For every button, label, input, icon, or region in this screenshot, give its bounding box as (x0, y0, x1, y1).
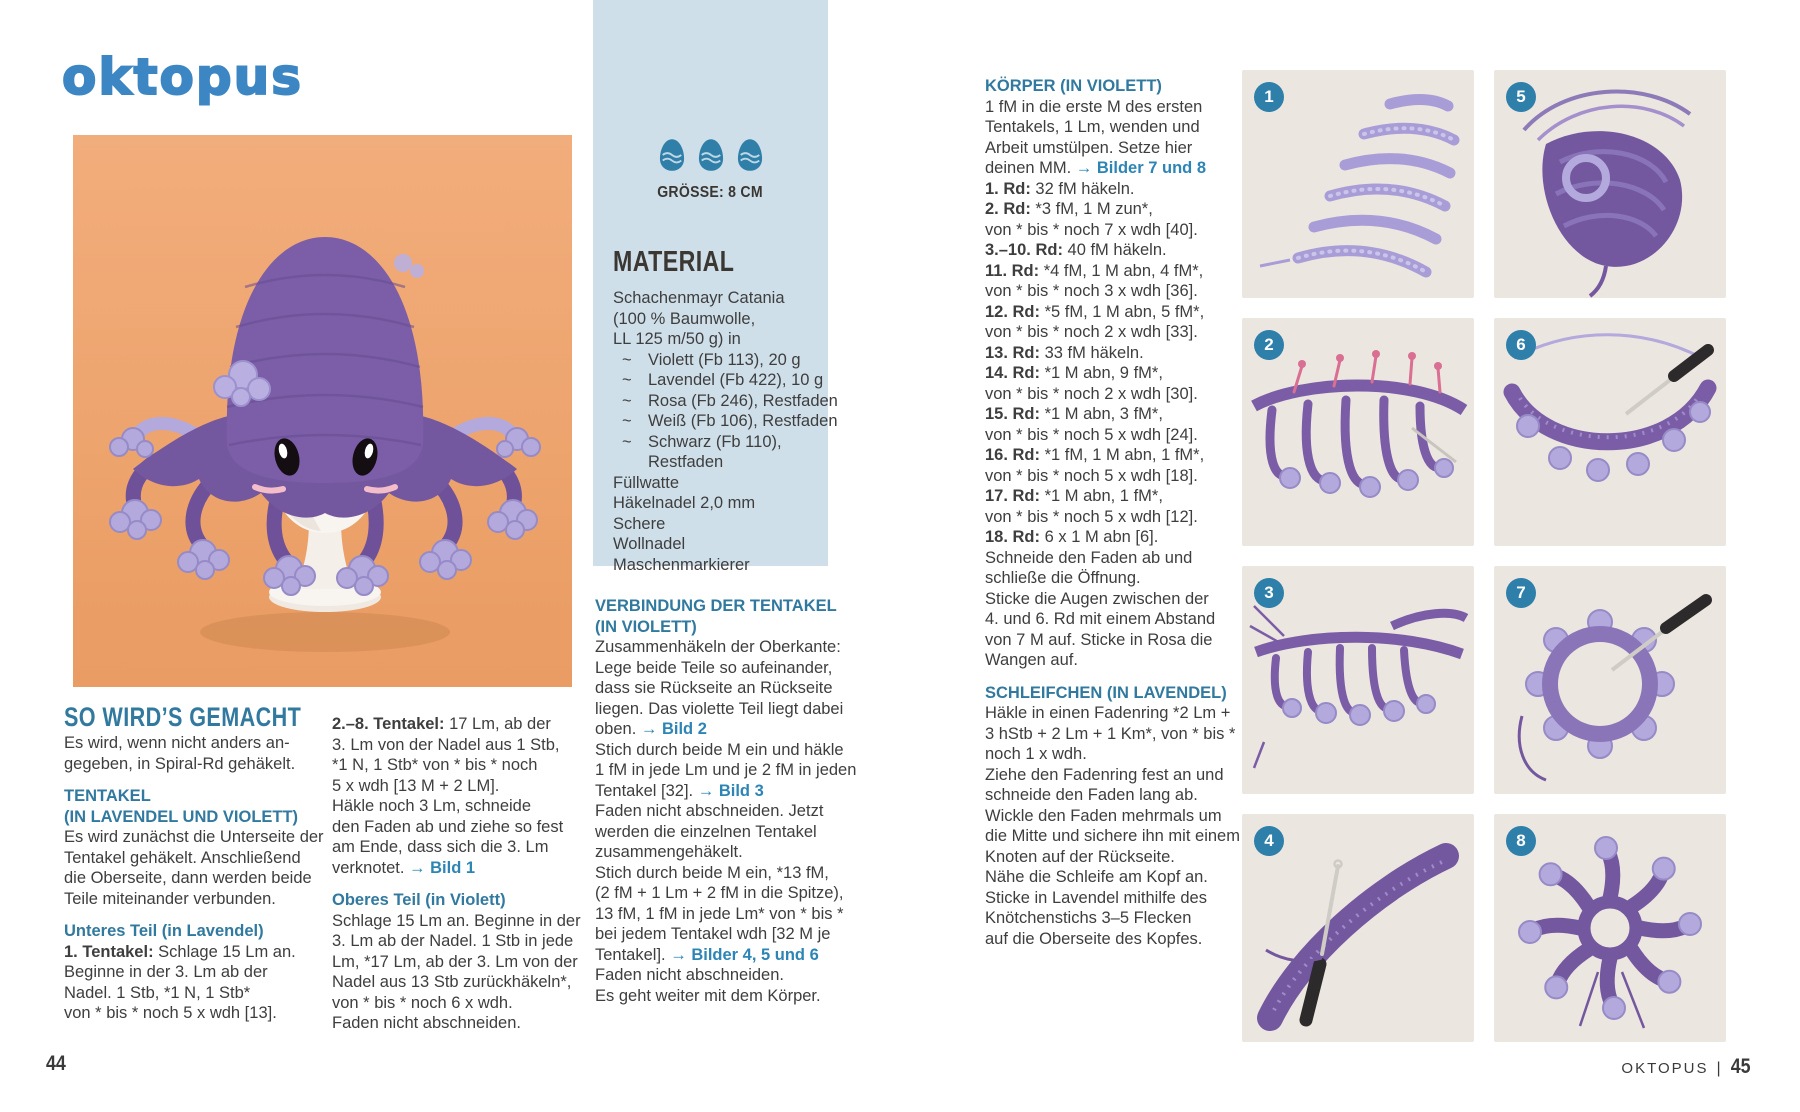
text-line (613, 432, 823, 453)
text-line (595, 883, 851, 904)
text-segment: 2. Rd: (985, 200, 1031, 218)
text-segment: 3. Lm von der Nadel aus 1 Stb, (332, 735, 560, 754)
text-segment: die Mitte und sichere ihn mit einem (985, 827, 1240, 845)
text-segment: 3 hStb + 2 Lm + 1 Km*, von * bis * (985, 724, 1236, 743)
text-line (985, 609, 1245, 630)
text-segment: dass sie Rückseite an Rückseite (595, 679, 833, 697)
text-segment: Ziehe den Fadenring fest an und (985, 765, 1224, 784)
section-subheading: TENTAKEL (64, 787, 151, 805)
text-segment: Schere (613, 514, 666, 533)
paragraph-gap (332, 878, 594, 890)
text-line (985, 343, 1245, 364)
step-photo-7 (1494, 566, 1726, 794)
page-number-left: 44 (46, 1052, 66, 1075)
text-line (332, 972, 594, 993)
text-segment: ~ (622, 412, 632, 430)
text-line (595, 637, 851, 658)
step-badge-8: 8 (1506, 826, 1536, 856)
text-segment: 11. Rd: (985, 261, 1040, 280)
hero-photo (73, 135, 572, 687)
text-segment: *1 N, 1 Stb* von * bis * noch (332, 756, 538, 774)
arrow-glyph: → (670, 945, 692, 964)
text-line (332, 890, 594, 911)
text-segment: 1 fM in jede Lm und je 2 fM in jeden (595, 761, 857, 779)
text-line (985, 179, 1245, 200)
text-line (64, 868, 326, 889)
text-line (64, 701, 326, 733)
text-segment: Schneide den Faden ab und (985, 548, 1193, 567)
text-line (332, 1013, 594, 1034)
text-segment: 1 fM in die erste M des ersten (985, 97, 1203, 116)
text-line (332, 858, 594, 879)
text-line (64, 942, 326, 963)
text-segment: am Ende, dass sich die 3. Lm (332, 838, 549, 856)
section-koerper-schleifchen (985, 76, 1245, 949)
page-footer-right (1621, 1055, 1752, 1079)
text-line (985, 683, 1245, 704)
text-line (332, 837, 594, 858)
text-line (985, 744, 1245, 765)
arrow-glyph: → (697, 781, 719, 800)
text-line (332, 796, 594, 817)
text-line (595, 863, 851, 884)
text-segment: von * bis * noch 3 x wdh [36]. (985, 282, 1198, 300)
text-segment: 3. Lm ab der Nadel. 1 Stb in jede (332, 932, 574, 950)
text-segment: Stich durch beide M ein und häkle (595, 740, 844, 759)
text-line (985, 363, 1245, 384)
step-photo-3 (1242, 566, 1474, 794)
text-segment: bei jedem Tentakel wdh [32 M je (595, 925, 831, 943)
step-badge-6: 6 (1506, 330, 1536, 360)
text-segment: Maschenmarkierer (613, 555, 750, 574)
text-line (332, 931, 594, 952)
text-segment: *3 fM, 1 M zun*, (1030, 200, 1153, 218)
text-segment: Füllwatte (613, 473, 680, 492)
text-line (613, 473, 823, 494)
text-line (595, 740, 851, 761)
text-segment: LL 125 m/50 g) in (613, 330, 741, 348)
text-segment: *1 M abn, 9 fM*, (1040, 364, 1163, 382)
octopus-photo-illustration (73, 135, 572, 687)
text-line (64, 754, 326, 775)
text-line (613, 411, 838, 432)
text-line (985, 888, 1245, 909)
text-line (332, 993, 594, 1014)
text-segment: Weiß (Fb 106), Restfaden (648, 412, 838, 430)
image-reference-link: Bild 2 (661, 720, 707, 738)
column-instructions-2 (332, 714, 594, 1034)
section-subheading: VERBINDUNG DER TENTAKEL (595, 597, 837, 615)
text-line (985, 826, 1245, 847)
text-segment: verknotet. (332, 858, 410, 877)
text-segment: 40 fM häkeln. (1062, 241, 1167, 259)
text-segment: ~ (622, 350, 632, 369)
image-reference-link: Bilder 7 und 8 (1096, 159, 1206, 177)
text-line (985, 138, 1245, 159)
text-segment: Lavendel (Fb 422), 10 g (648, 371, 824, 389)
text-segment: *1 M abn, 1 fM*, (1040, 487, 1163, 505)
text-line (985, 507, 1245, 528)
material-heading: MATERIAL (613, 246, 735, 278)
text-segment: von * bis * noch 6 x wdh. (332, 993, 513, 1012)
egg-icon (659, 138, 685, 172)
text-segment: 12. Rd: (985, 302, 1041, 321)
egg-icon (698, 138, 724, 172)
paragraph-gap (64, 774, 326, 786)
text-line (985, 97, 1245, 118)
text-segment: Wickle den Faden mehrmals um (985, 806, 1222, 825)
text-line (64, 807, 326, 828)
text-segment: 15. Rd: (985, 405, 1041, 423)
text-line (985, 589, 1245, 610)
text-segment: Wollnadel (613, 535, 686, 553)
text-line (985, 724, 1245, 745)
paragraph-gap (985, 671, 1245, 683)
text-segment: von * bis * noch 7 x wdh [40]. (985, 220, 1198, 239)
text-segment: 18. Rd: (985, 528, 1041, 546)
step-badge-5: 5 (1506, 82, 1536, 112)
egg-icon (737, 138, 763, 172)
text-segment: Stich durch beide M ein, *13 fM, (595, 863, 829, 882)
text-line (332, 714, 594, 735)
text-segment: Häkle noch 3 Lm, schneide (332, 797, 532, 815)
text-segment: 5 x wdh [13 M + 2 LM]. (332, 776, 500, 795)
text-line (985, 806, 1245, 827)
text-line (332, 735, 594, 756)
step-badge-3: 3 (1254, 578, 1284, 608)
text-line (332, 817, 594, 838)
section-subheading: (IN VIOLETT) (595, 617, 697, 636)
text-segment: 16. Rd: (985, 446, 1041, 464)
text-line (64, 786, 326, 807)
text-segment: Lege beide Teile so aufeinander, (595, 658, 833, 677)
text-segment: *1 M abn, 3 fM*, (1040, 405, 1163, 423)
step-badge-7: 7 (1506, 578, 1536, 608)
text-line (64, 983, 326, 1004)
step-photo-1 (1242, 70, 1474, 298)
text-segment: 17 Lm, ab der (444, 715, 551, 733)
step-badge-4: 4 (1254, 826, 1284, 856)
handwritten-heading: SO WIRD’S GEMACHT (64, 702, 302, 732)
text-segment: den Faden ab und ziehe so fest (332, 817, 564, 836)
text-segment: Rosa (Fb 246), Restfaden (648, 391, 838, 410)
column-instructions-1 (64, 701, 326, 1024)
text-line (985, 240, 1245, 261)
text-line (64, 1003, 326, 1024)
text-segment: Häkelnadel 2,0 mm (613, 494, 756, 512)
text-segment: Tentakel [32]. (595, 781, 698, 800)
text-segment: Arbeit umstülpen. Setze hier (985, 138, 1193, 157)
text-line (985, 322, 1245, 343)
arrow-glyph: → (409, 858, 431, 877)
text-segment: deinen MM. (985, 159, 1076, 177)
step-photo-6 (1494, 318, 1726, 546)
text-line (64, 889, 326, 910)
text-line (985, 425, 1245, 446)
text-line (985, 765, 1245, 786)
text-segment: Faden nicht abschneiden. (595, 966, 784, 984)
text-segment: werden die einzelnen Tentakel (595, 822, 817, 841)
text-segment: (2 fM + 1 Lm + 2 fM in die Spitze), (595, 884, 844, 902)
text-segment: 32 fM häkeln. (1030, 179, 1135, 198)
text-segment: Es wird zunächst die Unterseite der (64, 828, 324, 846)
text-segment: 17. Rd: (985, 487, 1041, 505)
text-line (595, 596, 851, 617)
text-segment: von * bis * noch 2 x wdh [30]. (985, 384, 1198, 403)
text-line (985, 548, 1245, 569)
text-line (595, 781, 851, 802)
text-segment: Knötchenstichs 3–5 Flecken (985, 909, 1192, 927)
text-segment: von * bis * noch 5 x wdh [24]. (985, 425, 1198, 444)
text-segment: 33 fM häkeln. (1040, 343, 1144, 362)
text-line (985, 384, 1245, 405)
text-segment: 13 fM, 1 fM in jede Lm* von * bis * (595, 904, 844, 923)
text-line (613, 288, 823, 309)
text-segment: Knoten auf der Rückseite. (985, 847, 1175, 866)
text-line (64, 848, 326, 869)
text-line (595, 699, 851, 720)
text-line (613, 514, 823, 535)
text-line (332, 755, 594, 776)
text-line (595, 904, 851, 925)
text-line (985, 302, 1245, 323)
page-number-right: 45 (1730, 1055, 1751, 1078)
text-line (64, 921, 326, 942)
material-list (613, 288, 838, 575)
text-segment: ~ (622, 432, 632, 451)
text-segment: 4. und 6. Rd mit einem Abstand (985, 610, 1216, 628)
text-line (595, 945, 851, 966)
text-line (613, 493, 823, 514)
text-segment: gegeben, in Spiral-Rd gehäkelt. (64, 754, 296, 773)
text-line (985, 199, 1245, 220)
section-subheading: (IN LAVENDEL UND VIOLETT) (64, 807, 299, 826)
text-line (985, 76, 1245, 97)
text-segment: Tentakels, 1 Lm, wenden und (985, 118, 1200, 136)
text-segment: 14. Rd: (985, 364, 1041, 382)
text-line (985, 281, 1245, 302)
text-segment: *1 fM, 1 M abn, 1 fM*, (1040, 446, 1205, 464)
text-line (985, 650, 1245, 671)
section-subheading: Oberes Teil (in Violett) (332, 891, 506, 909)
footer-divider: | (1716, 1060, 1721, 1077)
text-segment: 3.–10. Rd: (985, 241, 1063, 259)
text-line (613, 452, 823, 473)
arrow-glyph: → (640, 720, 662, 738)
section-subheading: SCHLEIFCHEN (IN LAVENDEL) (985, 683, 1227, 702)
text-segment: Häkle in einen Fadenring *2 Lm + (985, 704, 1231, 722)
image-reference-link: Bild 1 (430, 858, 476, 877)
text-segment: Nadel. 1 Stb, *1 N, 1 Stb* (64, 983, 251, 1002)
text-segment: 6 x 1 M abn [6]. (1040, 528, 1159, 546)
text-line (332, 952, 594, 973)
text-segment: Teile miteinander verbunden. (64, 889, 276, 908)
text-segment: Schlage 15 Lm an. (153, 942, 296, 961)
text-segment: Es wird, wenn nicht anders an- (64, 734, 290, 752)
text-line (985, 847, 1245, 868)
text-segment: von 7 M auf. Sticke in Rosa die (985, 630, 1213, 649)
text-line (64, 733, 326, 754)
step-photo-2 (1242, 318, 1474, 546)
text-segment: Zusammenhäkeln der Oberkante: (595, 638, 841, 656)
text-line (595, 822, 851, 843)
text-segment: Faden nicht abschneiden. Jetzt (595, 802, 824, 820)
text-line (985, 220, 1245, 241)
text-segment: Sticke in Lavendel mithilfe des (985, 888, 1207, 907)
text-line (595, 719, 851, 740)
text-segment: Restfaden (648, 453, 724, 471)
step-photo-4 (1242, 814, 1474, 1042)
text-line (613, 555, 823, 576)
footer-chapter-label: OKTOPUS (1621, 1060, 1709, 1077)
text-segment: Tentakel]. (595, 945, 671, 964)
text-line (985, 867, 1245, 888)
text-line (332, 776, 594, 797)
step-badge-2: 2 (1254, 330, 1284, 360)
text-segment: 1. Tentakel: (64, 942, 154, 961)
text-line (595, 658, 851, 679)
text-line (613, 329, 823, 350)
text-line (613, 370, 823, 391)
text-segment: 2.–8. Tentakel: (332, 715, 445, 733)
paragraph-gap (64, 909, 326, 921)
text-segment: Es geht weiter mit dem Körper. (595, 986, 821, 1005)
text-segment: ~ (622, 391, 632, 410)
text-line (985, 158, 1245, 179)
text-segment: Schachenmayr Catania (613, 289, 785, 307)
section-subheading: Unteres Teil (in Lavendel) (64, 922, 264, 940)
text-line (985, 703, 1245, 724)
text-segment: Beginne in der 3. Lm ab der (64, 963, 268, 981)
step-badge-1: 1 (1254, 82, 1284, 112)
difficulty-eggs (593, 138, 828, 172)
step-photo-8 (1494, 814, 1726, 1042)
text-segment: *5 fM, 1 M abn, 5 fM*, (1040, 302, 1205, 321)
text-segment: 1. Rd: (985, 179, 1031, 198)
text-line (985, 568, 1245, 589)
text-line (595, 760, 857, 781)
text-line (985, 117, 1245, 138)
image-reference-link: Bilder 4, 5 und 6 (691, 945, 819, 964)
text-line (985, 486, 1245, 507)
text-segment: 13. Rd: (985, 343, 1041, 362)
text-line (985, 785, 1245, 806)
text-segment: die Oberseite, dann werden beide (64, 869, 312, 887)
text-segment: von * bis * noch 5 x wdh [12]. (985, 507, 1198, 526)
section-subheading: KÖRPER (IN VIOLETT) (985, 77, 1162, 95)
text-line (64, 962, 326, 983)
text-segment: Faden nicht abschneiden. (332, 1014, 521, 1032)
text-segment: von * bis * noch 5 x wdh [13]. (64, 1004, 277, 1022)
text-segment: Nähe die Schleife am Kopf an. (985, 868, 1208, 886)
arrow-glyph: → (1075, 159, 1097, 177)
text-line (595, 986, 851, 1007)
size-label: GRÖSSE: 8 CM (657, 184, 764, 201)
text-segment: zusammengehäkelt. (595, 843, 743, 861)
text-line (985, 929, 1245, 950)
text-line (332, 911, 594, 932)
text-segment: (100 % Baumwolle, (613, 309, 756, 328)
text-line (613, 350, 823, 371)
text-segment: schneide den Faden lang ab. (985, 786, 1198, 804)
text-line (613, 309, 823, 330)
text-segment: oben. (595, 720, 641, 738)
text-segment: ~ (622, 371, 632, 389)
text-line (985, 466, 1245, 487)
text-line (613, 534, 823, 555)
text-segment: Nadel aus 13 Stb zurückhäkeln*, (332, 973, 572, 991)
text-line (985, 527, 1245, 548)
text-segment: noch 1 x wdh. (985, 745, 1087, 763)
page-title: oktopus (62, 48, 304, 106)
text-segment: von * bis * noch 5 x wdh [18]. (985, 466, 1198, 485)
text-line (985, 445, 1245, 466)
text-line (613, 391, 838, 412)
text-segment: schließe die Öffnung. (985, 569, 1141, 587)
text-segment: Tentakel gehäkelt. Anschließend (64, 848, 301, 867)
text-segment: Wangen auf. (985, 651, 1078, 669)
image-reference-link: Bild 3 (718, 781, 764, 800)
text-segment: Schlage 15 Lm an. Beginne in der (332, 911, 581, 930)
text-line (595, 617, 851, 638)
section-verbindung (595, 596, 857, 1006)
text-line (985, 261, 1245, 282)
text-line (985, 630, 1245, 651)
text-line (985, 908, 1245, 929)
step-photo-5 (1494, 70, 1726, 298)
text-segment: Schwarz (Fb 110), (648, 432, 782, 451)
text-segment: liegen. Das violette Teil liegt dabei (595, 699, 844, 718)
text-segment: Lm, *17 Lm, ab der 3. Lm von der (332, 952, 578, 971)
text-line (595, 965, 851, 986)
text-line (64, 827, 326, 848)
text-segment: Sticke die Augen zwischen der (985, 589, 1209, 608)
text-segment: von * bis * noch 2 x wdh [33]. (985, 323, 1198, 341)
text-segment: auf die Oberseite des Kopfes. (985, 929, 1203, 948)
text-line (595, 801, 851, 822)
text-segment: *4 fM, 1 M abn, 4 fM*, (1039, 261, 1204, 280)
text-line (595, 678, 851, 699)
text-line (595, 842, 851, 863)
text-segment: Violett (Fb 113), 20 g (648, 350, 801, 369)
text-line (985, 404, 1245, 425)
text-line (595, 924, 851, 945)
